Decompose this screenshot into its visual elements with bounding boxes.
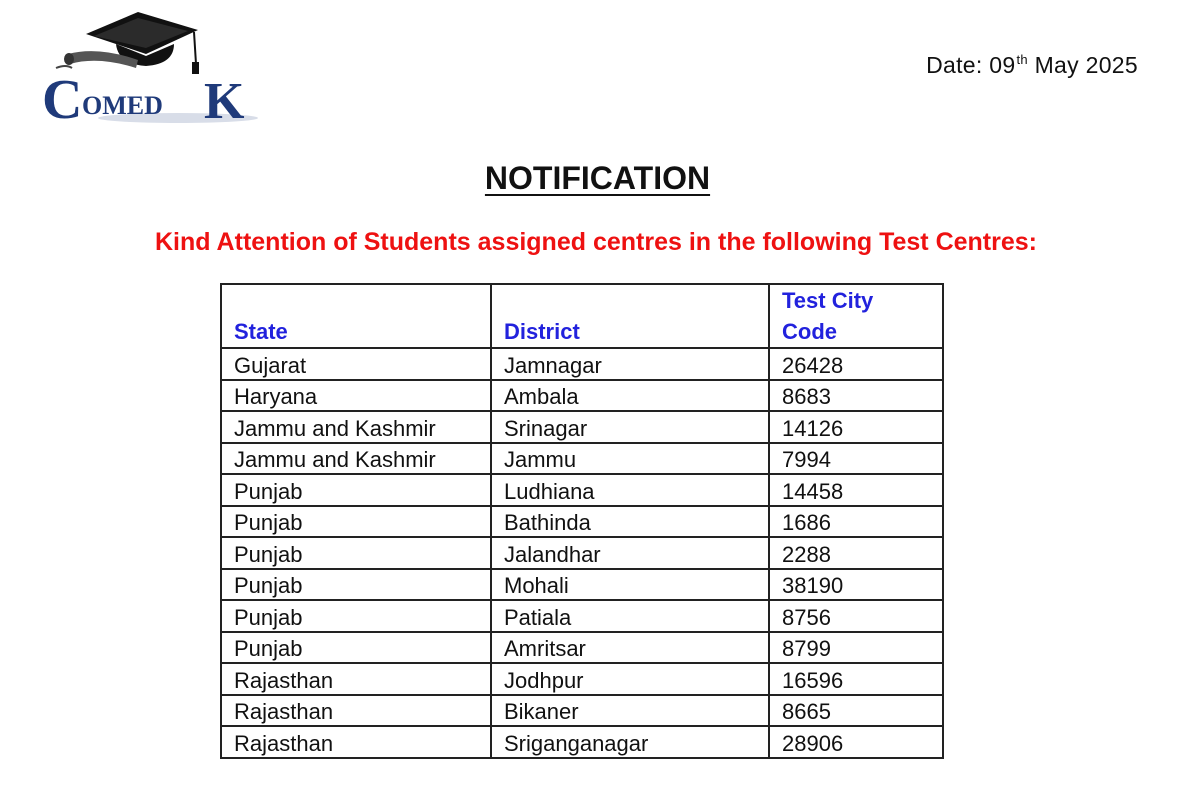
cell-state: Rajasthan [221,663,491,695]
cell-state: Punjab [221,600,491,632]
cell-district: Bathinda [491,506,769,538]
table-header-row [221,284,943,348]
cell-district: Jalandhar [491,537,769,569]
cell-district: Ludhiana [491,474,769,506]
cell-code: 2288 [769,537,943,569]
cell-state: Gujarat [221,348,491,380]
cell-code: 14126 [769,411,943,443]
table-row [221,348,943,380]
table-row [221,695,943,727]
svg-text:C: C [42,69,83,126]
date-superscript: th [1016,52,1028,67]
table-row [221,663,943,695]
svg-text:OMED: OMED [82,91,163,120]
cell-state: Jammu and Kashmir [221,443,491,475]
cell-district: Mohali [491,569,769,601]
cell-district: Bikaner [491,695,769,727]
cell-state: Punjab [221,474,491,506]
table-row [221,380,943,412]
date-prefix: Date: 09 [926,52,1016,78]
column-header-test-city-code: Test City Code [769,284,943,348]
table-row [221,569,943,601]
cell-district: Ambala [491,380,769,412]
cell-code: 26428 [769,348,943,380]
page-title [0,160,1195,197]
cell-state: Punjab [221,537,491,569]
notification-date [926,52,1138,79]
cell-state: Punjab [221,506,491,538]
table-row [221,474,943,506]
column-header-district: District [491,284,769,348]
cell-district: Jodhpur [491,663,769,695]
cell-code: 8665 [769,695,943,727]
graduation-cap-logo-icon [38,6,278,126]
cell-state: Rajasthan [221,726,491,758]
column-header-state: State [221,284,491,348]
test-centres-table [220,283,944,759]
table-row [221,411,943,443]
cell-district: Srinagar [491,411,769,443]
date-suffix: May 2025 [1027,52,1138,78]
cell-state: Rajasthan [221,695,491,727]
cell-code: 8799 [769,632,943,664]
comedk-logo [38,6,278,126]
cell-code: 1686 [769,506,943,538]
cell-code: 16596 [769,663,943,695]
cell-code: 38190 [769,569,943,601]
table-row [221,726,943,758]
title-text: NOTIFICATION [484,160,711,196]
table-row [221,506,943,538]
table-row [221,600,943,632]
cell-code: 8756 [769,600,943,632]
cell-district: Sriganganagar [491,726,769,758]
attention-notice: Kind Attention of Students assigned centres in the following Test Centres: [155,228,1037,256]
table-row [221,537,943,569]
cell-state: Haryana [221,380,491,412]
cell-state: Punjab [221,632,491,664]
cell-code: 8683 [769,380,943,412]
cell-district: Patiala [491,600,769,632]
table-row [221,443,943,475]
cell-district: Jammu [491,443,769,475]
cell-code: 28906 [769,726,943,758]
cell-code: 7994 [769,443,943,475]
cell-code: 14458 [769,474,943,506]
table-row [221,632,943,664]
cell-district: Amritsar [491,632,769,664]
cell-state: Punjab [221,569,491,601]
cell-state: Jammu and Kashmir [221,411,491,443]
svg-text:K: K [204,73,245,126]
cell-district: Jamnagar [491,348,769,380]
